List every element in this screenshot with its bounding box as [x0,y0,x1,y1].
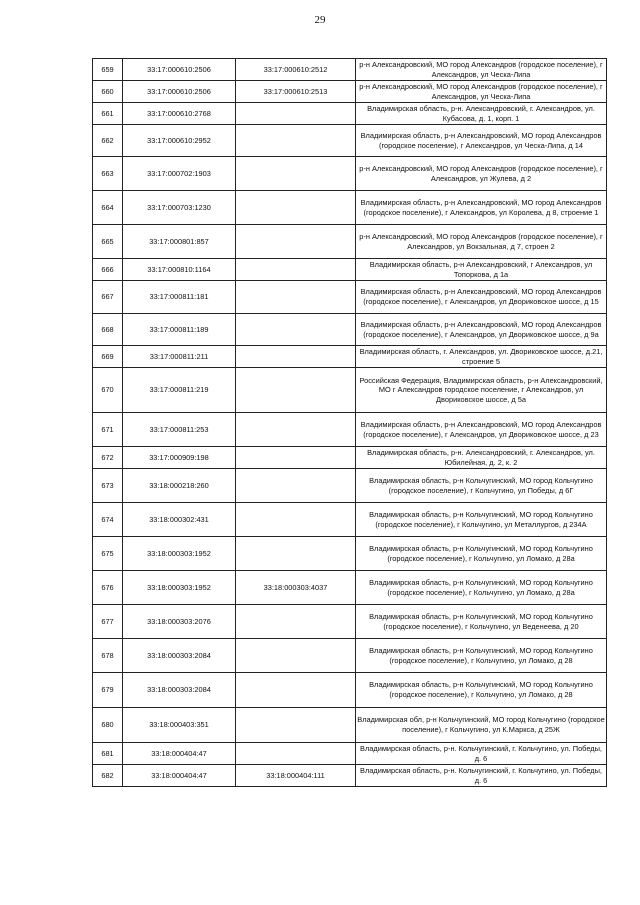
sub-cadastral-number-cell [236,314,356,346]
sub-cadastral-number-cell [236,413,356,447]
cadastral-number-cell: 33:17:000610:2506 [123,59,236,81]
cadastral-number-cell: 33:18:000303:2084 [123,639,236,673]
row-number-cell: 662 [93,125,123,157]
table-row [93,503,607,537]
address-cell: Владимирская область, р-н Кольчугинский, МО город Кольчугино (городское поселение), г Кольчугино, ул Ломако, д 28 [356,639,607,673]
address-cell: Владимирская область, р-н Кольчугинский, МО город Кольчугино (городское поселение), г Кольчугино, ул Металлургов, д 234А [356,503,607,537]
cadastral-number-cell: 33:17:000811:189 [123,314,236,346]
sub-cadastral-number-cell [236,743,356,765]
address-cell: Владимирская область, р-н Кольчугинский, МО город Кольчугино (городское поселение), г Кольчугино, ул Ломако, д 28а [356,571,607,605]
sub-cadastral-number-cell [236,157,356,191]
address-cell: Владимирская область, р-н. Кольчугинский, г. Кольчугино, ул. Победы, д. 6 [356,765,607,787]
table-row [93,103,607,125]
table-row [93,708,607,743]
table-body [93,59,607,787]
table-row [93,281,607,314]
table-row [93,368,607,413]
sub-cadastral-number-cell [236,503,356,537]
address-cell: Владимирская область, р-н. Александровский, г. Александров, ул. Кубасова, д. 1, корп. 1 [356,103,607,125]
row-number-cell: 674 [93,503,123,537]
sub-cadastral-number-cell [236,191,356,225]
address-cell: Владимирская область, р-н Александровский, г Александров, ул Топоркова, д 1а [356,259,607,281]
table-row [93,346,607,368]
page-number: 29 [314,14,326,26]
table-row [93,571,607,605]
sub-cadastral-number-cell [236,469,356,503]
table-row [93,314,607,346]
sub-cadastral-number-cell: 33:17:000610:2513 [236,81,356,103]
cadastral-number-cell: 33:18:000404:47 [123,765,236,787]
cadastral-number-cell: 33:17:000703:1230 [123,191,236,225]
cadastral-number-cell: 33:18:000302:431 [123,503,236,537]
table-row [93,81,607,103]
row-number-cell: 672 [93,447,123,469]
cadastral-number-cell: 33:17:000811:181 [123,281,236,314]
address-cell: Владимирская область, р-н Александровский, МО город Александров (городское поселение), г Александров, ул Двориковское шоссе, д 9а [356,314,607,346]
table-row [93,469,607,503]
row-number-cell: 669 [93,346,123,368]
cadastral-number-cell: 33:18:000218:260 [123,469,236,503]
address-cell: Владимирская область, р-н Кольчугинский, МО город Кольчугино (городское поселение), г Кольчугино, ул Победы, д 6Г [356,469,607,503]
row-number-cell: 664 [93,191,123,225]
table-row [93,639,607,673]
cadastral-number-cell: 33:17:000909:198 [123,447,236,469]
table-row [93,125,607,157]
address-cell: Владимирская область, р-н Александровский, МО город Александров (городское поселение), г Александров, ул Ческа-Липа, д 14 [356,125,607,157]
row-number-cell: 677 [93,605,123,639]
sub-cadastral-number-cell [236,103,356,125]
cadastral-number-cell: 33:17:000610:2768 [123,103,236,125]
cadastral-number-cell: 33:18:000303:1952 [123,537,236,571]
table-row [93,537,607,571]
cadastral-number-cell: 33:17:000811:219 [123,368,236,413]
row-number-cell: 678 [93,639,123,673]
row-number-cell: 665 [93,225,123,259]
sub-cadastral-number-cell [236,708,356,743]
cadastral-number-cell: 33:17:000610:2952 [123,125,236,157]
row-number-cell: 679 [93,673,123,708]
row-number-cell: 680 [93,708,123,743]
address-cell: Владимирская область, р-н Александровский, МО город Александров (городское поселение), г Александров, ул Двориковское шоссе, д 15 [356,281,607,314]
table-row [93,413,607,447]
cadastral-number-cell: 33:18:000404:47 [123,743,236,765]
sub-cadastral-number-cell: 33:18:000404:111 [236,765,356,787]
row-number-cell: 660 [93,81,123,103]
row-number-cell: 671 [93,413,123,447]
sub-cadastral-number-cell [236,673,356,708]
table-row [93,157,607,191]
row-number-cell: 681 [93,743,123,765]
address-cell: Владимирская область, р-н Кольчугинский, МО город Кольчугино (городское поселение), г Кольчугино, ул Веденеева, д 20 [356,605,607,639]
cadastral-number-cell: 33:17:000811:253 [123,413,236,447]
row-number-cell: 668 [93,314,123,346]
table-row [93,259,607,281]
sub-cadastral-number-cell [236,537,356,571]
address-cell: р-н Александровский, МО город Александров (городское поселение), г Александров, ул Ческа-Липа [356,59,607,81]
row-number-cell: 661 [93,103,123,125]
address-cell: р-н Александровский, МО город Александров (городское поселение), г Александров, ул Жулева, д 2 [356,157,607,191]
address-cell: Владимирская область, р-н. Александровский, г. Александров, ул. Юбилейная, д. 2, к. 2 [356,447,607,469]
table-row [93,191,607,225]
row-number-cell: 676 [93,571,123,605]
row-number-cell: 682 [93,765,123,787]
address-cell: Владимирская область, р-н Александровский, МО город Александров (городское поселение), г Александров, ул Двориковское шоссе, д 23 [356,413,607,447]
table-row [93,225,607,259]
table-row [93,605,607,639]
row-number-cell: 670 [93,368,123,413]
table-row [93,743,607,765]
cadastral-number-cell: 33:17:000801:857 [123,225,236,259]
address-cell: Владимирская область, р-н. Кольчугинский, г. Кольчугино, ул. Победы, д. 6 [356,743,607,765]
sub-cadastral-number-cell [236,639,356,673]
cadastral-number-cell: 33:18:000303:2084 [123,673,236,708]
cadastral-number-cell: 33:17:000811:211 [123,346,236,368]
table-row [93,765,607,787]
cadastral-number-cell: 33:17:000810:1164 [123,259,236,281]
sub-cadastral-number-cell [236,225,356,259]
cadastral-number-cell: 33:17:000702:1903 [123,157,236,191]
row-number-cell: 667 [93,281,123,314]
property-registry-table [92,58,607,787]
sub-cadastral-number-cell [236,346,356,368]
address-cell: Владимирская область, р-н Кольчугинский, МО город Кольчугино (городское поселение), г Кольчугино, ул Ломако, д 28 [356,673,607,708]
address-cell: Владимирская область, р-н Кольчугинский, МО город Кольчугино (городское поселение), г Кольчугино, ул Ломако, д 28а [356,537,607,571]
sub-cadastral-number-cell: 33:18:000303:4037 [236,571,356,605]
row-number-cell: 663 [93,157,123,191]
address-cell: р-н Александровский, МО город Александров (городское поселение), г Александров, ул Ческа-Липа [356,81,607,103]
cadastral-number-cell: 33:18:000303:2076 [123,605,236,639]
table-row [93,447,607,469]
cadastral-number-cell: 33:18:000303:1952 [123,571,236,605]
address-cell: Владимирская область, р-н Александровский, МО город Александров (городское поселение), г Александров, ул Королева, д 8, строение 1 [356,191,607,225]
row-number-cell: 659 [93,59,123,81]
sub-cadastral-number-cell [236,125,356,157]
sub-cadastral-number-cell: 33:17:000610:2512 [236,59,356,81]
sub-cadastral-number-cell [236,281,356,314]
address-cell: Владимирская область, г. Александров, ул. Двориковское шоссе, д.21, строение 5 [356,346,607,368]
table-row [93,59,607,81]
cadastral-number-cell: 33:17:000610:2506 [123,81,236,103]
table-row [93,673,607,708]
row-number-cell: 666 [93,259,123,281]
sub-cadastral-number-cell [236,605,356,639]
address-cell: Владимирская обл, р-н Кольчугинский, МО город Кольчугино (городское поселение), г Кольчугино, ул К.Маркса, д 25Ж [356,708,607,743]
sub-cadastral-number-cell [236,259,356,281]
address-cell: Российская Федерация, Владимирская область, р-н Александровский, МО г Александров городское поселение, г Александров, ул Двориковское шоссе, д 5а [356,368,607,413]
row-number-cell: 675 [93,537,123,571]
sub-cadastral-number-cell [236,447,356,469]
address-cell: р-н Александровский, МО город Александров (городское поселение), г Александров, ул Вокзальная, д 7, строен 2 [356,225,607,259]
sub-cadastral-number-cell [236,368,356,413]
cadastral-number-cell: 33:18:000403:351 [123,708,236,743]
row-number-cell: 673 [93,469,123,503]
